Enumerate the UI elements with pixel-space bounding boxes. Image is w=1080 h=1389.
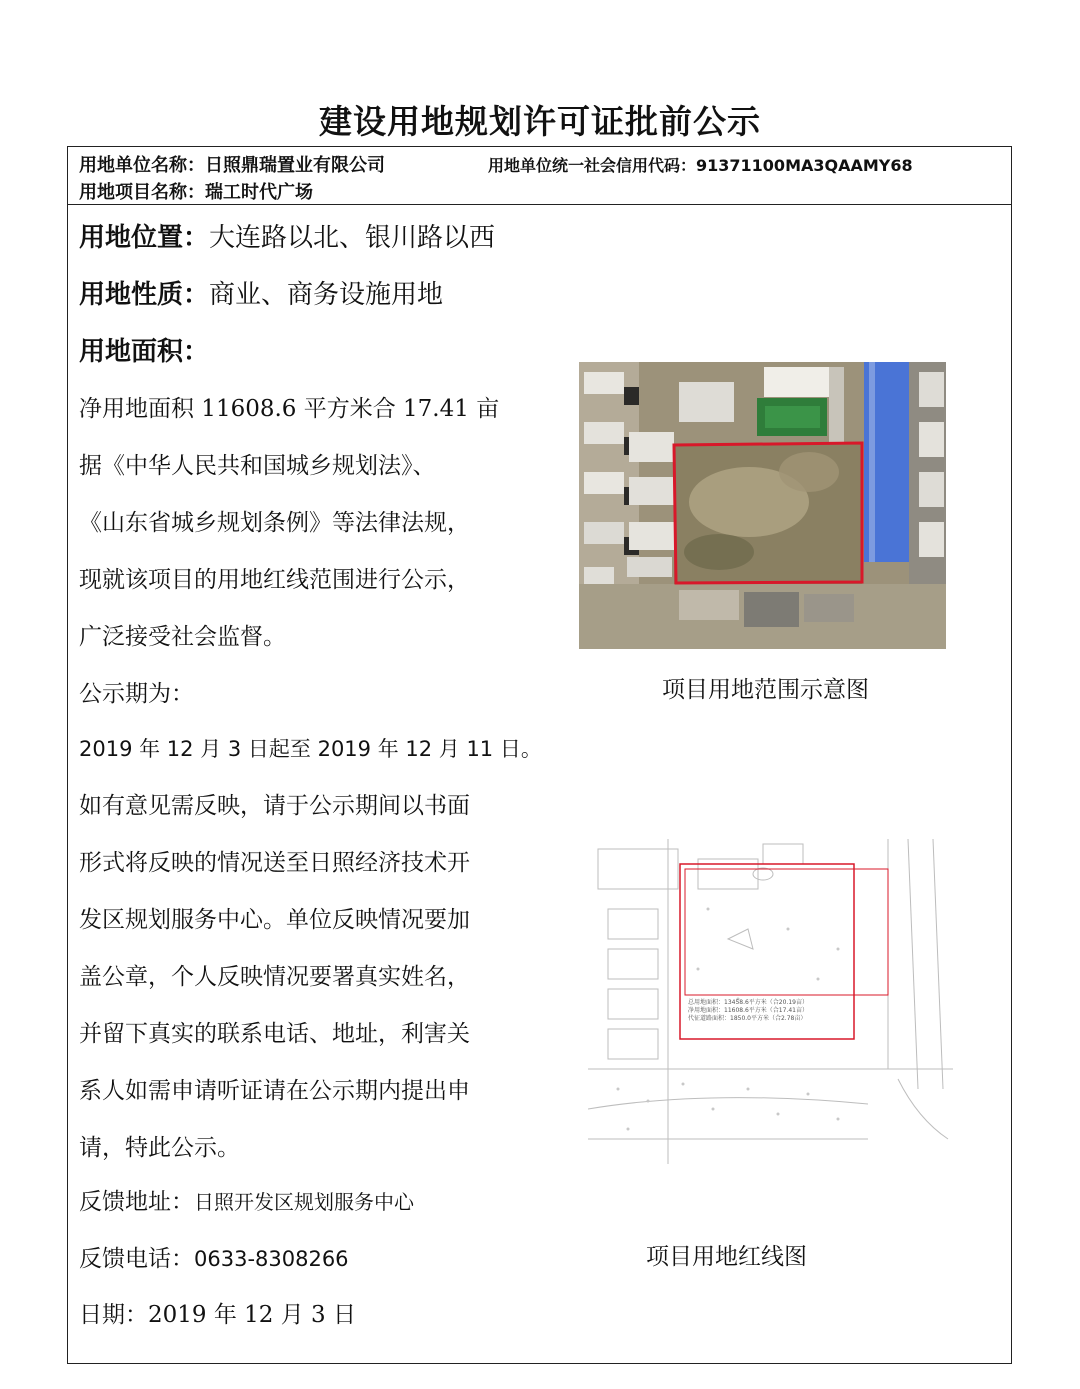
nature-label: 用地性质： bbox=[79, 280, 210, 310]
redline-plan-image bbox=[588, 839, 953, 1164]
feedback-phone-label: 反馈电话： bbox=[79, 1246, 194, 1272]
location-label: 用地位置： bbox=[79, 223, 210, 253]
area-label: 用地面积： bbox=[79, 337, 210, 367]
satellite-caption: 项目用地范围示意图 bbox=[662, 677, 869, 703]
nature-line bbox=[79, 274, 443, 311]
law-line-3: 现就该项目的用地红线范围进行公示， bbox=[79, 567, 470, 593]
project-name: 用地项目名称：瑞工时代广场 bbox=[79, 182, 313, 203]
location-line bbox=[79, 217, 495, 254]
opinion-line-5: 并留下真实的联系电话、地址，利害关 bbox=[79, 1021, 470, 1047]
feedback-address-label: 反馈地址： bbox=[79, 1189, 194, 1215]
period-value: 2019 年 12 月 3 日起至 2019 年 12 月 11 日。 bbox=[79, 737, 542, 761]
page-title: 建设用地规划许可证批前公示 bbox=[319, 102, 761, 141]
nature-value: 商业、商务设施用地 bbox=[209, 280, 444, 310]
opinion-line-6: 系人如需申请听证请在公示期内提出申 bbox=[79, 1078, 470, 1104]
header-row bbox=[68, 147, 1011, 205]
satellite-image bbox=[579, 362, 946, 649]
law-line-4: 广泛接受社会监督。 bbox=[79, 624, 286, 650]
redline-note-2: 净用地面积：11608.6平方米（合17.41亩） bbox=[688, 1007, 808, 1014]
location-value: 大连路以北、银川路以西 bbox=[209, 223, 496, 253]
law-line-2: 《山东省城乡规划条例》等法律法规， bbox=[79, 510, 470, 536]
feedback-address-value: 日照开发区规划服务中心 bbox=[194, 1190, 414, 1214]
feedback-phone-line bbox=[79, 1240, 349, 1273]
area-line bbox=[79, 331, 209, 368]
redline-note-1: 总用地面积：13458.6平方米（合20.19亩） bbox=[688, 999, 808, 1006]
opinion-line-4: 盖公章，个人反映情况要署真实姓名， bbox=[79, 964, 470, 990]
redline-note-3: 代征道路面积：1850.0平方米（合2.78亩） bbox=[688, 1015, 807, 1022]
feedback-address-line bbox=[79, 1183, 414, 1216]
credit-code: 用地单位统一社会信用代码：91371100MA3QAAMY68 bbox=[488, 156, 913, 175]
redline-caption: 项目用地红线图 bbox=[646, 1244, 807, 1270]
redline-plan-icon bbox=[588, 839, 953, 1164]
notice-frame bbox=[67, 146, 1012, 1364]
feedback-phone-value: 0633-8308266 bbox=[194, 1247, 349, 1271]
area-value: 净用地面积 11608.6 平方米合 17.41 亩 bbox=[79, 396, 500, 422]
unit-name: 用地单位名称：日照鼎瑞置业有限公司 bbox=[79, 155, 385, 176]
opinion-line-2: 形式将反映的情况送至日照经济技术开 bbox=[79, 850, 470, 876]
satellite-map-icon bbox=[579, 362, 946, 649]
opinion-line-7: 请，特此公示。 bbox=[79, 1135, 240, 1161]
opinion-line-1: 如有意见需反映，请于公示期间以书面 bbox=[79, 793, 470, 819]
date-line: 日期：2019 年 12 月 3 日 bbox=[79, 1302, 356, 1328]
law-line-1: 据《中华人民共和国城乡规划法》、 bbox=[79, 453, 436, 479]
opinion-line-3: 发区规划服务中心。单位反映情况要加 bbox=[79, 907, 470, 933]
period-label: 公示期为： bbox=[79, 681, 194, 707]
